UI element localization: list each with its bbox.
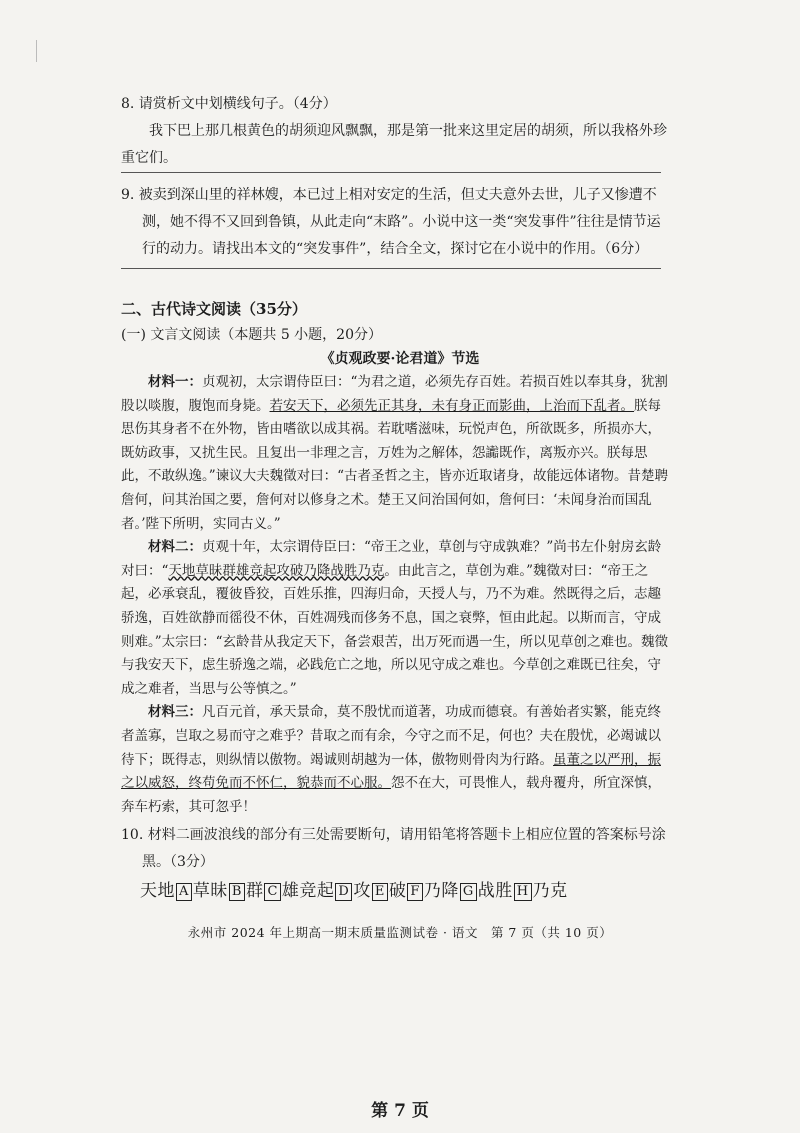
segment: 天地 [140,881,175,901]
material-2-wavy-segment: 天地草昧群雄竞起攻破乃降战胜乃克 [168,562,385,579]
question-8 [121,91,669,172]
answer-line [121,268,661,269]
answer-line [121,172,661,173]
question-8-prompt: 8. 请赏析文中划横线句子。（4分） [121,96,337,112]
option-box-c[interactable]: C [264,883,280,901]
option-box-a[interactable]: A [176,883,192,901]
material-3-text-rest: 怨不在大，可畏惟人，载舟覆舟，所宜深慎，奔车朽索，其可忽乎！ [121,775,661,815]
material-1-text-rest: 朕每思伤其身者不在外物，皆由嗜欲以成其祸。若耽嗜滋味，玩悦声色，所欲既多，所损亦大，既妨政事，又扰生民。且复出一非理之言，万姓为之解体，怨讟既作，离叛亦兴。朕每思此，不敢纵逸。”谏议大夫魏徵对曰：“古者圣哲之主，皆亦近取诸身，故能远体诸物。昔楚聘詹何，问其治国之要，詹何对以修身之术。楚王又问治国何如，詹何曰：‘未闻身治而国乱者。’陛下所明，实同古义。” [121,397,669,532]
answer-options [140,876,568,901]
material-3 [121,701,669,819]
question-10-prompt: 10. 材料二画波浪线的部分有三处需要断句，请用铅笔将答题卡上相应位置的答案标号涂黑。（3分） [121,827,666,870]
material-2-text-rest: 。由此言之，草创为难。”魏徵对曰：“帝王之起，必承衰乱，覆彼昏狡，百姓乐推，四海归命，天授人与，乃不为难。然既得之后，志趣骄逸，百姓欲静而徭役不休，百姓凋残而侈务不息，国之衰弊，恒由此起。以斯而言，守成则难。”太宗曰：“玄龄昔从我定天下，备尝艰苦，出万死而遇一生，所以见草创之难也。魏徵与我安天下，虑生骄逸之端，必践危亡之地，所以见守成之难也。今草创之难既已往矣，守成之难者，当思与公等慎之。” [121,562,669,697]
page-number: 第 7 页 [371,1101,429,1121]
material-3-underlined-sentence: 虽董之以严刑，振之以威怒，终苟免而不怀仁，貌恭而不心服。 [121,751,661,792]
option-box-b[interactable]: B [229,883,245,901]
question-9 [121,182,669,263]
option-box-g[interactable]: G [460,883,477,901]
segment: 破 [388,881,407,901]
question-10 [121,822,669,876]
passage-title: 《贞观政要·论君道》节选 [320,351,480,367]
segment: 雄竞起 [281,881,335,901]
material-1-text: 贞观初，太宗谓侍臣曰：“为君之道，必须先存百姓。若损百姓以奉其身，犹割股以啖腹，腹饱而身毙。 [121,374,668,414]
segment: 乃降 [423,881,459,901]
option-box-d[interactable]: D [335,883,352,901]
passage [121,371,669,819]
subsection-title: (一) 文言文阅读（本题共 5 小题，20分） [121,327,382,343]
option-box-f[interactable]: F [407,883,423,901]
material-1-underlined-sentence: 若安天下，必须先正其身，未有身正而影曲，上治而下乱者。 [269,397,634,414]
segment: 草昧 [192,881,228,901]
material-2-text: 贞观十年，太宗谓侍臣曰：“帝王之业，草创与守成孰难？”尚书左仆射房玄龄对曰：“ [121,539,662,579]
segment: 战胜 [477,881,513,901]
material-3-label: 材料三： [148,704,202,721]
option-box-e[interactable]: E [372,883,388,901]
scan-mark [36,40,37,62]
page-footer: 永州市 2024 年上期高一期末质量监测试卷 · 语文 第 7 页（共 10 页） [187,925,613,940]
segment: 攻 [353,881,371,901]
question-8-sentence: 我下巴上那几根黄色的胡须迎风飘飘，那是第一批来这里定居的胡须，所以我格外珍重它们。 [121,123,667,166]
segment: 群 [245,881,264,901]
material-1-label: 材料一： [148,374,202,390]
material-2 [121,536,669,701]
question-9-prompt: 9. 被卖到深山里的祥林嫂，本已过上相对安定的生活，但丈夫意外去世，儿子又惨遭不测，她不得不又回到鲁镇，从此走向“末路”。小说中这一类“突发事件”往往是情节运行的动力。请找出本文的“突发事件”，结合全文，探讨它在小说中的作用。（6分） [121,187,661,257]
option-box-h[interactable]: H [514,883,532,901]
material-1 [121,371,669,536]
material-3-text: 凡百元首，承天景命，莫不殷忧而道著，功成而德衰。有善始者实繁，能克终者盖寡，岂取之易而守之难乎？昔取之而有余，今守之而不足，何也？夫在殷忧，必竭诚以待下；既得志，则纵情以傲物。竭诚则胡越为一体，傲物则骨肉为行路。 [121,704,661,768]
section-title: 二、古代诗文阅读（35分） [121,300,307,318]
material-2-label: 材料二： [148,539,202,556]
segment: 乃克 [532,881,568,901]
